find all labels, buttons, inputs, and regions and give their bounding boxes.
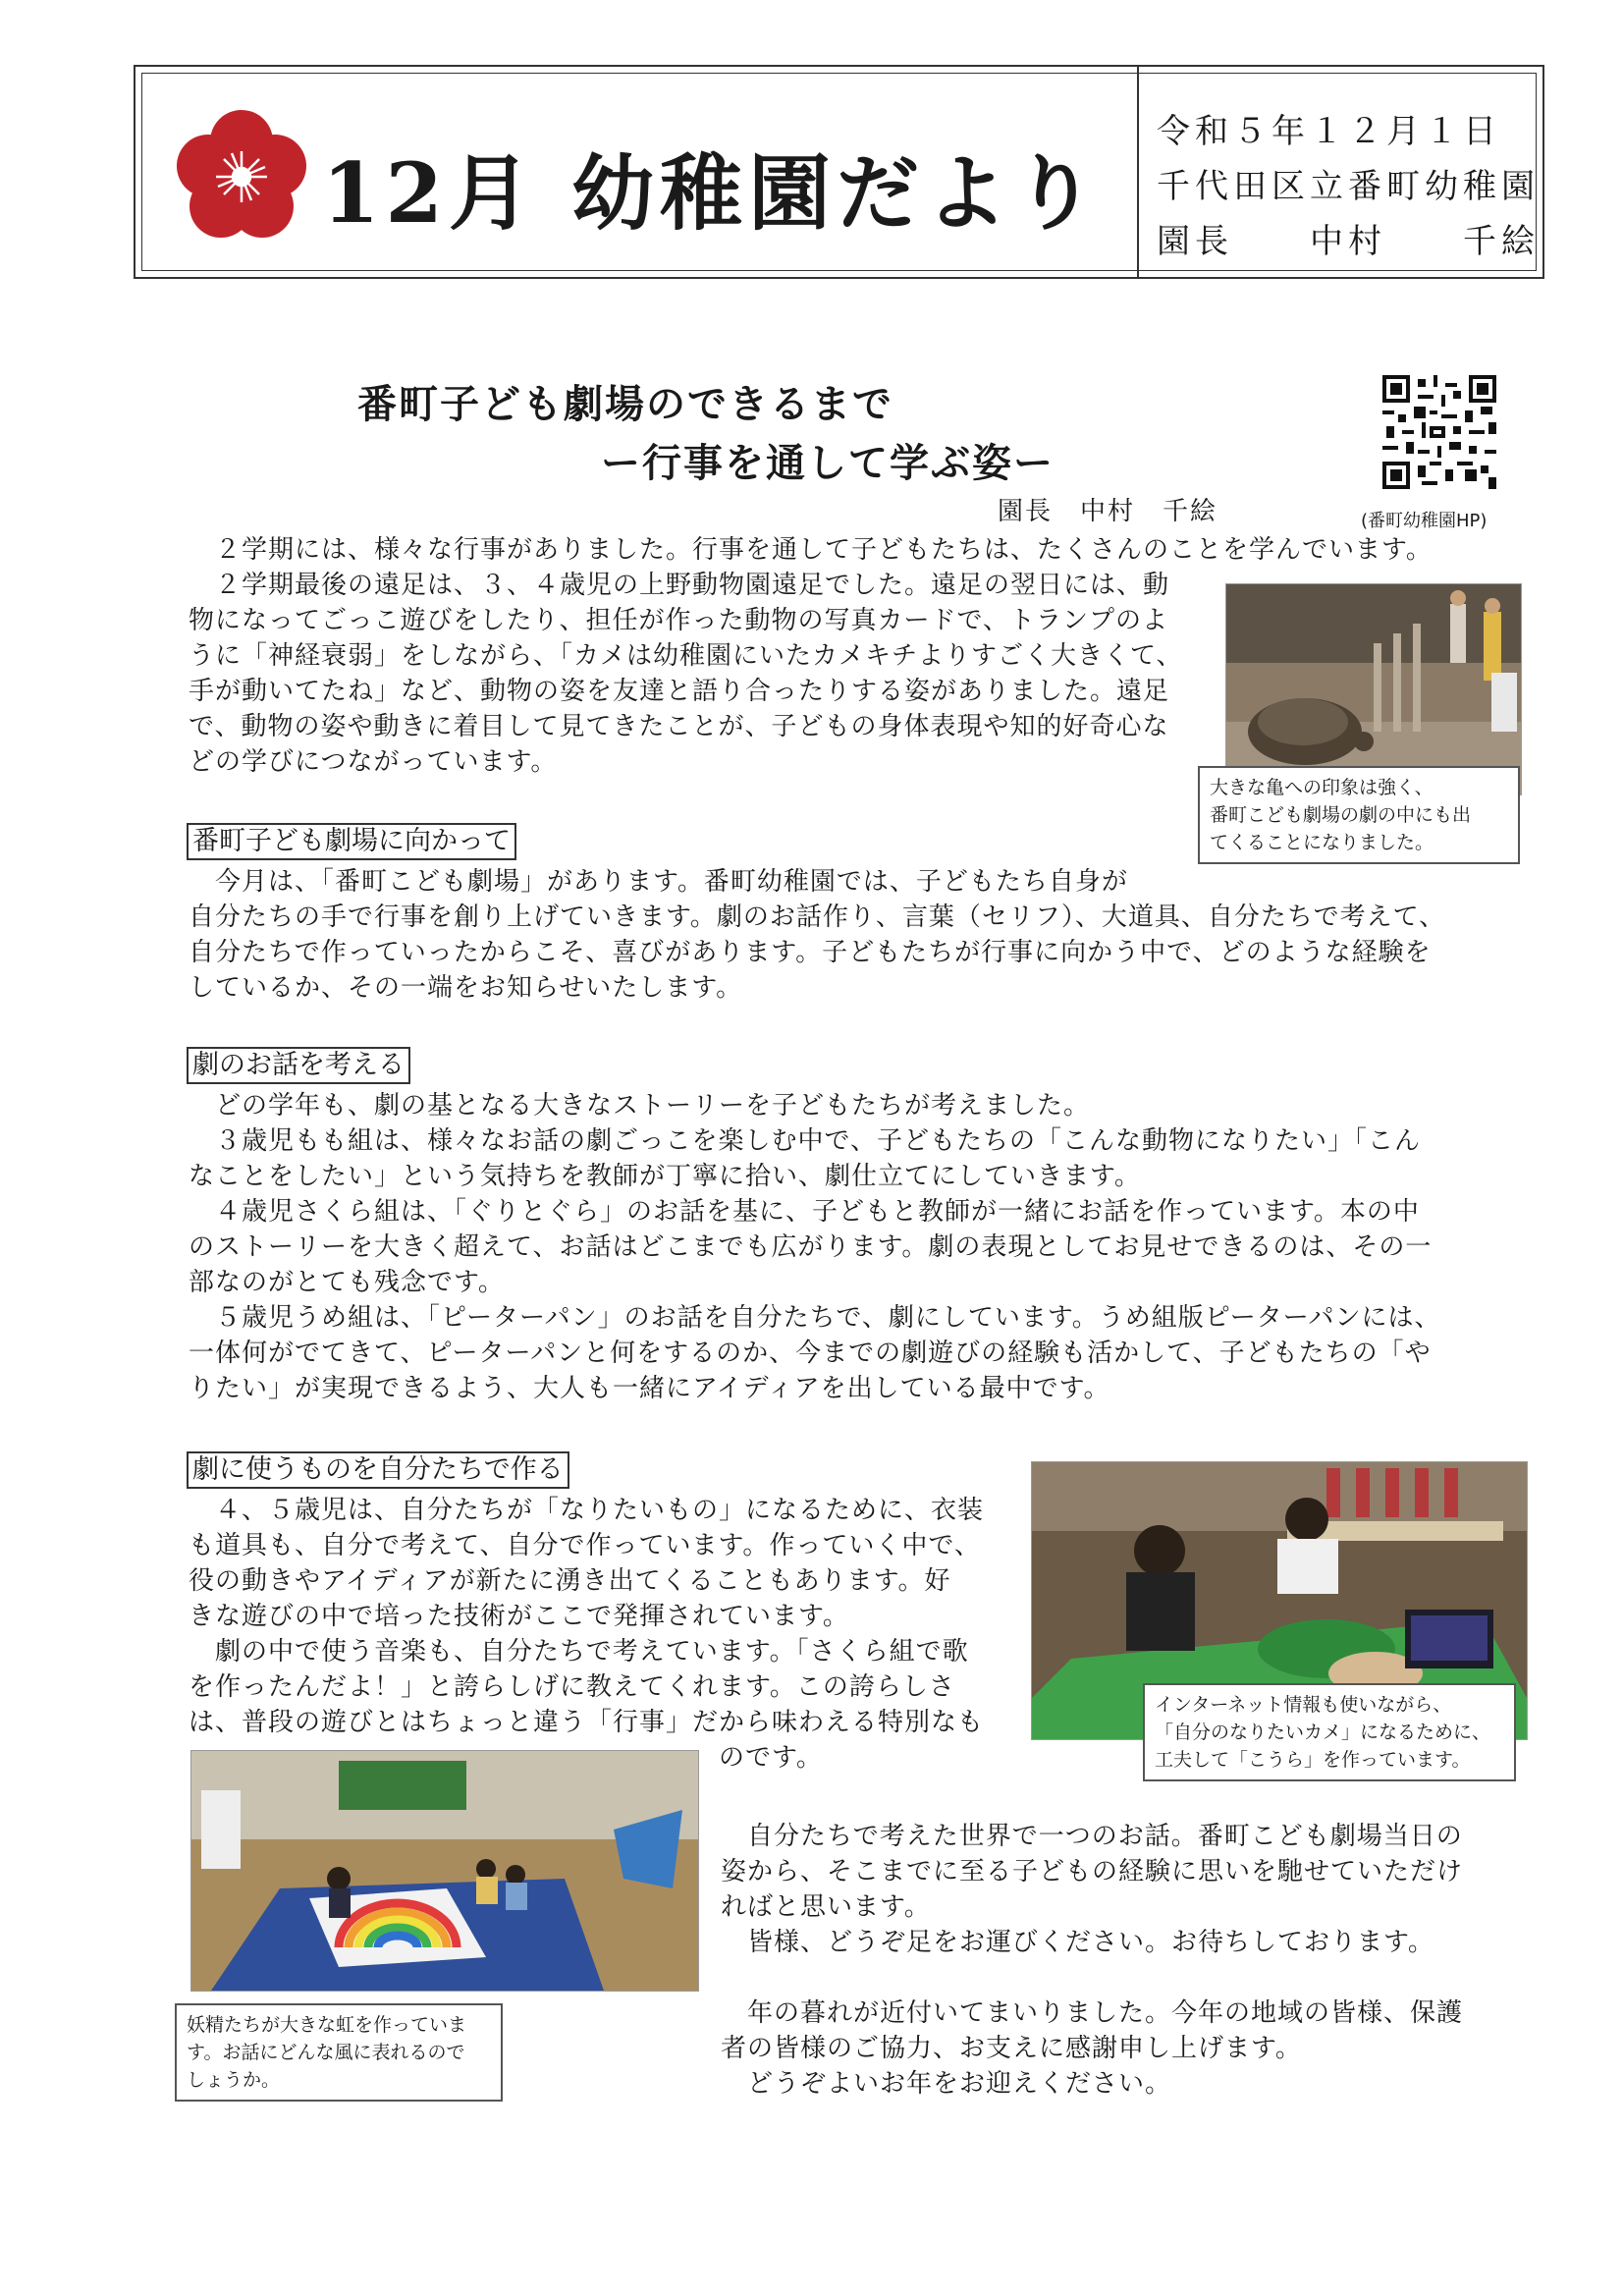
photo3-caption: [175, 2003, 503, 2102]
section2-line: なことをしたい」という気持ちを教師が丁寧に拾い、劇仕立てにしていきます。: [189, 1162, 1141, 1191]
section1-line: 自分たちの手で行事を創り上げていきます。劇のお話作り、言葉（セリフ）、大道具、自分たちで考えて、: [189, 902, 1446, 932]
section2-line: のストーリーを大きく超えて、お話はどこまでも広がります。劇の表現としてお見せできるのは、その一: [189, 1232, 1433, 1262]
section1-line: 自分たちで作っていったからこそ、喜びがあります。子どもたちが行事に向かう中で、どのような経験を: [189, 938, 1432, 967]
section3-line: を作ったんだよ！」と誇らしげに教えてくれます。この誇らしさ: [189, 1672, 955, 1702]
section3-line: きな遊びの中で培った技術がここで発揮されています。: [189, 1602, 849, 1631]
section3-line: のです。: [719, 1743, 823, 1773]
closing-line: どうぞよいお年をお迎えください。: [721, 2069, 1172, 2099]
section3-line: ４、５歳児は、自分たちが「なりたいもの」になるために、衣装: [189, 1496, 985, 1525]
qr-caption: (番町幼稚園HP): [1361, 511, 1488, 531]
section2-line: りたい」が実現できるよう、大人も一緒にアイディアを出している最中です。: [189, 1374, 1110, 1403]
section2-line: ４歳児さくら組は、「ぐりとぐら」のお話を基に、子どもと教師が一緒にお話を作っています。本の中: [189, 1197, 1420, 1227]
caption-line: す。お話にどんな風に表れるので: [187, 2042, 465, 2063]
caption-line: インターネット情報も使いながら、: [1155, 1694, 1452, 1716]
caption-line: 工夫して「こうら」を作っています。: [1155, 1749, 1471, 1771]
intro-line: うに「神経衰弱」をしながら、「カメは幼稚園にいたカメキチよりすごく大きくて、: [189, 641, 1183, 671]
section1-line: 今月は、「番町こども劇場」があります。番町幼稚園では、子どもたち自身が: [189, 867, 1128, 897]
caption-line: 「自分のなりたいカメ」になるために、: [1155, 1722, 1491, 1743]
section2-line: 部なのがとても残念です。: [189, 1268, 505, 1297]
section3-line: 劇の中で使う音楽も、自分たちで考えています。「さくら組で歌: [189, 1637, 969, 1667]
section-heading-theater: 番町子ども劇場に向かって: [187, 823, 516, 860]
intro-line: 物になってごっこ遊びをしたり、担任が作った動物の写真カードで、トランプのよ: [189, 606, 1168, 635]
article-subtitle: ー行事を通して学ぶ姿ー: [601, 440, 1055, 486]
rainbow-making-photo: [190, 1750, 699, 1992]
section1-line: しているか、その一端をお知らせいたします。: [189, 973, 743, 1003]
section2-line: どの学年も、劇の基となる大きなストーリーを子どもたちが考えました。: [189, 1091, 1091, 1121]
caption-line: 番町こども劇場の劇の中にも出: [1210, 804, 1472, 826]
section-heading-story: 劇のお話を考える: [187, 1047, 410, 1084]
section2-line: 一体何がでてきて、ピーターパンと何をするのか、今までの劇遊びの経験も活かして、子どもたちの「や: [189, 1339, 1432, 1368]
closing-line: 姿から、そこまでに至る子どもの経験に思いを馳せていただけ: [721, 1857, 1464, 1886]
principal-name: 園長 中村 千絵: [1157, 222, 1540, 261]
intro-line: どの学びにつながっています。: [189, 747, 558, 777]
section-heading-making: 劇に使うものを自分たちで作る: [187, 1451, 569, 1489]
closing-line: 年の暮れが近付いてまいりました。今年の地域の皆様、保護: [721, 1998, 1464, 2028]
section3-line: も道具も、自分で考えて、自分で作っています。作っていく中で、: [189, 1531, 981, 1560]
section2-line: ５歳児うめ組は、「ピーターパン」のお話を自分たちで、劇にしています。うめ組版ピーターパンには、: [189, 1303, 1441, 1333]
section3-line: は、普段の遊びとはちょっと違う「行事」だから味わえる特別なも: [189, 1708, 985, 1737]
header-divider: [1137, 67, 1139, 277]
section3-line: 役の動きやアイディアが新たに湧き出てくることもあります。好: [189, 1566, 951, 1596]
qr-code-icon: [1382, 375, 1496, 489]
caption-line: しょうか。: [187, 2069, 281, 2091]
intro-line: で、動物の姿や動きに着目して見てきたことが、子どもの身体表現や知的好奇心な: [189, 712, 1169, 741]
photo2-caption: [1143, 1683, 1516, 1781]
newsletter-header: [134, 65, 1544, 279]
closing-line: 者の皆様のご協力、お支えに感謝申し上げます。: [721, 2034, 1302, 2063]
article-title: 番町子ども劇場のできるまで: [357, 381, 893, 427]
plum-blossom-logo-icon: [173, 108, 310, 246]
caption-line: 大きな亀への印象は強く、: [1210, 777, 1434, 798]
intro-line: ２学期最後の遠足は、３、４歳児の上野動物園遠足でした。遠足の翌日には、動: [189, 571, 1170, 600]
section2-line: ３歳児もも組は、様々なお話の劇ごっこを楽しむ中で、子どもたちの「こんな動物になりたい」「こん: [189, 1126, 1421, 1156]
closing-line: 皆様、どうぞ足をお運びください。お待ちしております。: [721, 1928, 1434, 1957]
tortoise-photo: [1225, 583, 1522, 795]
intro-line: ２学期には、様々な行事がありました。行事を通して子どもたちは、たくさんのことを学んでいます。: [189, 535, 1433, 565]
intro-line: 手が動いてたね」など、動物の姿を友達と語り合ったりする姿がありました。遠足: [189, 677, 1170, 706]
newsletter-title: 12月 幼稚園だより: [322, 144, 1103, 242]
photo1-caption: [1198, 766, 1520, 864]
caption-line: 妖精たちが大きな虹を作っていま: [187, 2014, 467, 2036]
issue-date: 令和５年１２月１日: [1157, 112, 1501, 151]
caption-line: てくることになりました。: [1210, 832, 1434, 853]
school-name: 千代田区立番町幼稚園: [1157, 167, 1540, 206]
closing-line: ればと思います。: [721, 1892, 931, 1922]
closing-line: 自分たちで考えた世界で一つのお話。番町こども劇場当日の: [721, 1822, 1463, 1851]
article-byline: 園長 中村 千絵: [998, 497, 1218, 526]
